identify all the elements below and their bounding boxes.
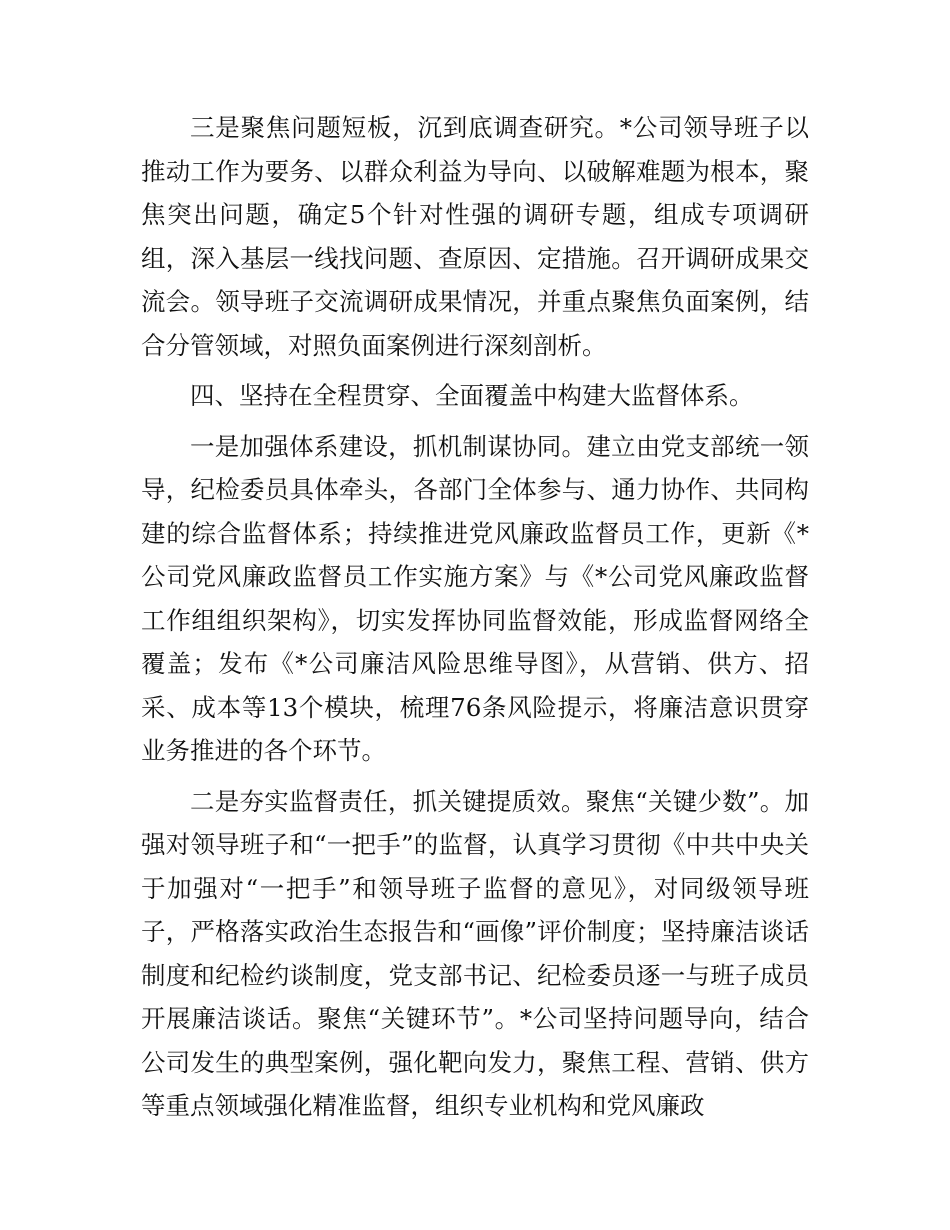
section-heading-supervision-system: 四、坚持在全程贯穿、全面覆盖中构建大监督体系。 xyxy=(190,381,754,410)
paragraph-research: 三是聚焦问题短板，沉到底调查研究。*公司领导班子以推动工作为要务、以群众利益为导向、以破解难题为根本，聚焦突出问题，确定5个针对性强的调研专题，组成专项调研组，深入基层一线找问题、查原因、定措施。召开调研成果交流会。领导班子交流调研成果情况，并重点聚焦负面案例，结合分管领域，对照负面案例进行深刻剖析。 xyxy=(141,113,809,360)
paragraph-system-building: 一是加强体系建设，抓机制谋协同。建立由党支部统一领导，纪检委员具体牵头，各部门全体参与、通力协作、共同构建的综合监督体系；持续推进党风廉政监督员工作，更新《*公司党风廉政监督员工作实施方案》与《*公司党风廉政监督工作组组织架构》，切实发挥协同监督效能，形成监督网络全覆盖；发布《*公司廉洁风险思维导图》，从营销、供方、招采、成本等13个模块，梳理76条风险提示，将廉洁意识贯穿业务推进的各个环节。 xyxy=(141,431,809,765)
document-body xyxy=(141,106,809,1128)
paragraph-supervision-responsibility: 二是夯实监督责任，抓关键提质效。聚焦“关键少数”。加强对领导班子和“一把手”的监督，认真学习贯彻《中共中央关于加强对“一把手”和领导班子监督的意见》，对同级领导班子，严格落实政治生态报告和“画像”评价制度；坚持廉洁谈话制度和纪检约谈制度，党支部书记、纪检委员逐一与班子成员开展廉洁谈话。聚焦“关键环节”。*公司坚持问题导向，结合公司发生的典型案例，强化靶向发力，聚焦工程、营销、供方等重点领域强化精准监督，组织专业机构和党风廉政 xyxy=(141,786,809,1120)
